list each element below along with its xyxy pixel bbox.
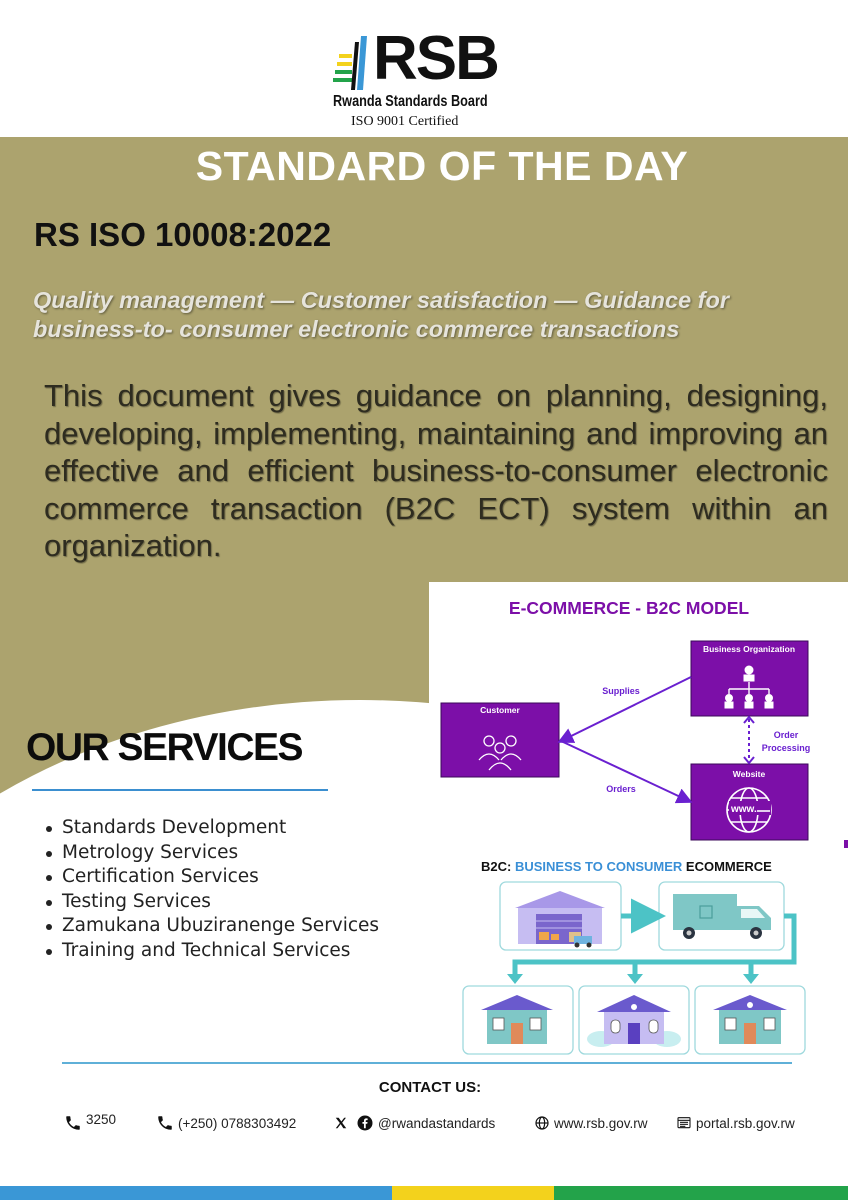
orders-label: Orders xyxy=(606,784,636,794)
b2c-diagram-svg xyxy=(429,582,848,1060)
page-title: STANDARD OF THE DAY xyxy=(195,143,689,189)
portal-contact[interactable] xyxy=(676,1112,795,1134)
contact-divider xyxy=(62,1062,792,1064)
org-name: Rwanda Standards Board xyxy=(333,93,488,110)
footer-bar-green xyxy=(554,1186,848,1200)
service-item: Testing Services xyxy=(44,890,379,915)
logo-mark-icon xyxy=(333,32,373,94)
website-url: www. xyxy=(731,804,757,815)
service-item: Zamukana Ubuziranenge Services xyxy=(44,914,379,939)
contact-title: CONTACT US: xyxy=(378,1079,482,1096)
service-item: Metrology Services xyxy=(44,841,379,866)
truck-box xyxy=(659,882,784,950)
phone-contact[interactable] xyxy=(156,1112,296,1134)
social-contact[interactable] xyxy=(334,1112,495,1134)
website-label: Website xyxy=(732,769,766,779)
services-divider xyxy=(32,789,328,791)
house-box-2 xyxy=(579,986,689,1054)
footer-bar-yellow xyxy=(392,1186,554,1200)
x-icon xyxy=(334,1116,348,1130)
logo-letters: RSB xyxy=(373,24,498,93)
website-link[interactable]: www.rsb.gov.rw xyxy=(554,1115,648,1131)
header xyxy=(0,0,848,137)
order-processing-label-1: Order xyxy=(773,730,799,740)
business-box xyxy=(691,641,808,716)
services-title: OUR SERVICES xyxy=(26,726,303,769)
customer-box xyxy=(441,703,559,777)
website-box xyxy=(691,764,808,840)
hotline-number: 3250 xyxy=(86,1111,117,1127)
social-handle: @rwandastandards xyxy=(378,1115,496,1131)
globe-icon xyxy=(534,1115,550,1131)
house-box-3 xyxy=(695,986,805,1054)
service-item: Training and Technical Services xyxy=(44,939,379,964)
service-item: Standards Development xyxy=(44,816,379,841)
phone-icon xyxy=(64,1114,82,1132)
standard-subtitle: Quality management — Customer satisfaction — Guidance for business-to- consumer electronic commerce transactions xyxy=(33,287,730,342)
standard-description: This document gives guidance on planning, designing, developing, implementing, maintaining and improving an effective and efficient business-to-consumer electronic commerce transaction (B2C ECT) system within an organization. xyxy=(44,378,828,563)
b2c-diagram xyxy=(429,582,848,1060)
services-list xyxy=(44,816,379,964)
iso-certification: ISO 9001 Certified xyxy=(351,114,459,129)
rsb-logo xyxy=(333,24,513,132)
warehouse-box xyxy=(500,882,621,950)
website-contact[interactable] xyxy=(534,1112,648,1134)
b2c-heading: B2C: BUSINESS TO CONSUMER ECOMMERCE xyxy=(481,859,772,874)
portal-icon xyxy=(676,1115,692,1131)
house-box-1 xyxy=(463,986,573,1054)
facebook-icon xyxy=(356,1114,374,1132)
phone-number: (+250) 0788303492 xyxy=(178,1115,297,1131)
order-processing-label-2: Processing xyxy=(761,743,811,753)
supplies-label: Supplies xyxy=(602,686,640,696)
hotline-contact[interactable] xyxy=(64,1112,116,1134)
phone-icon xyxy=(156,1114,174,1132)
customer-label: Customer xyxy=(480,705,520,715)
diagram-title: E-COMMERCE - B2C MODEL xyxy=(508,598,750,618)
portal-link[interactable]: portal.rsb.gov.rw xyxy=(696,1115,795,1131)
service-item: Certification Services xyxy=(44,865,379,890)
footer-bar-blue xyxy=(0,1186,392,1200)
business-label: Business Organization xyxy=(702,644,796,654)
standard-code: RS ISO 10008:2022 xyxy=(34,216,332,253)
